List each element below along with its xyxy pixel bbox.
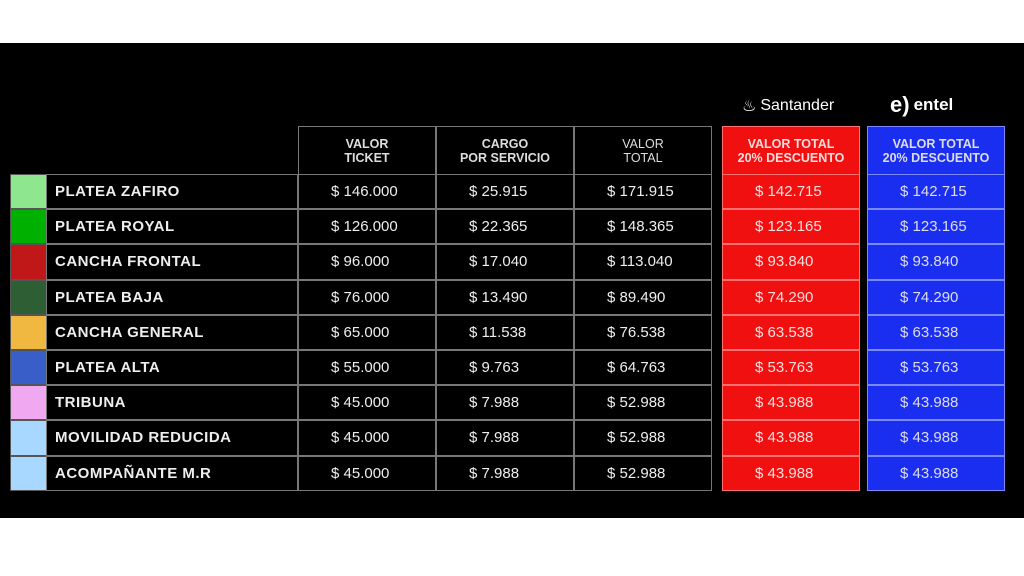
cell-santander [722, 420, 860, 455]
cell-ticket [298, 209, 436, 244]
cell-santander-text: $ 74.290 [755, 288, 814, 306]
zone-name-text: TRIBUNA [55, 394, 126, 412]
zone-color-swatch [10, 280, 47, 315]
cell-cargo [436, 280, 574, 315]
cell-entel [867, 315, 1005, 350]
cell-total [574, 315, 712, 350]
cell-entel [867, 174, 1005, 209]
header-cargo [436, 126, 574, 175]
cell-cargo-text: $ 17.040 [469, 253, 528, 271]
cell-cargo-text: $ 11.538 [469, 323, 527, 341]
cell-cargo-text: $ 9.763 [469, 359, 520, 377]
zone-name-text: CANCHA FRONTAL [55, 253, 202, 271]
cell-entel [867, 456, 1005, 491]
cell-cargo-text: $ 22.365 [469, 218, 528, 236]
zone-name-text: MOVILIDAD REDUCIDA [55, 429, 232, 447]
cell-entel-text: $ 93.840 [900, 253, 959, 271]
cell-entel-text: $ 43.988 [900, 429, 959, 447]
cell-cargo-text: $ 13.490 [469, 288, 528, 306]
cell-santander-text: $ 43.988 [755, 429, 814, 447]
cell-ticket [298, 385, 436, 420]
zone-name-text: CANCHA GENERAL [55, 323, 204, 341]
cell-ticket-text: $ 45.000 [331, 429, 390, 447]
cell-total [574, 456, 712, 491]
flame-icon: ♨ [742, 98, 757, 115]
cell-santander [722, 209, 860, 244]
zone-name [46, 280, 298, 315]
cell-santander [722, 315, 860, 350]
cell-total [574, 244, 712, 279]
cell-cargo-text: $ 7.988 [469, 464, 520, 482]
cell-entel-text: $ 43.988 [900, 464, 959, 482]
zone-name-text: PLATEA ZAFIRO [55, 183, 180, 201]
zone-name [46, 420, 298, 455]
zone-name-text: PLATEA ALTA [55, 359, 161, 377]
cell-entel-text: $ 63.538 [900, 323, 959, 341]
cell-cargo [436, 456, 574, 491]
cell-ticket-text: $ 126.000 [331, 218, 398, 236]
header-entel-text: VALOR TOTAL 20% DESCUENTO [882, 136, 990, 165]
cell-ticket [298, 420, 436, 455]
zone-name-text: ACOMPAÑANTE M.R [55, 464, 212, 482]
cell-total [574, 350, 712, 385]
cell-santander-text: $ 63.538 [755, 323, 814, 341]
cell-ticket-text: $ 96.000 [331, 253, 390, 271]
header-santander [722, 126, 860, 175]
zone-name [46, 209, 298, 244]
cell-cargo [436, 174, 574, 209]
cell-entel [867, 209, 1005, 244]
zone-name-text: PLATEA ROYAL [55, 218, 175, 236]
cell-entel [867, 420, 1005, 455]
cell-total-text: $ 76.538 [607, 323, 666, 341]
cell-entel-text: $ 142.715 [900, 183, 967, 201]
header-ticket [298, 126, 436, 175]
cell-santander-text: $ 43.988 [755, 464, 814, 482]
santander-logo-text: Santander [760, 97, 835, 114]
zone-color-swatch [10, 315, 47, 350]
cell-total [574, 385, 712, 420]
header-total [574, 126, 712, 175]
cell-total [574, 174, 712, 209]
cell-ticket [298, 174, 436, 209]
cell-santander-text: $ 123.165 [755, 218, 822, 236]
cell-total-text: $ 52.988 [607, 394, 666, 412]
cell-ticket-text: $ 45.000 [331, 394, 390, 412]
cell-cargo [436, 244, 574, 279]
cell-entel [867, 350, 1005, 385]
zone-color-swatch [10, 209, 47, 244]
cell-cargo [436, 315, 574, 350]
cell-ticket [298, 244, 436, 279]
cell-santander [722, 244, 860, 279]
cell-ticket [298, 280, 436, 315]
zone-name [46, 456, 298, 491]
cell-total-text: $ 148.365 [607, 218, 674, 236]
cell-ticket-text: $ 55.000 [331, 359, 390, 377]
cell-total-text: $ 171.915 [607, 183, 674, 201]
entel-logo-text: entel [913, 95, 954, 114]
cell-cargo [436, 420, 574, 455]
cell-cargo [436, 350, 574, 385]
cell-santander [722, 280, 860, 315]
header-santander-text: VALOR TOTAL 20% DESCUENTO [737, 136, 845, 165]
zone-name [46, 350, 298, 385]
cell-entel [867, 244, 1005, 279]
cell-ticket-text: $ 146.000 [331, 183, 398, 201]
cell-ticket [298, 350, 436, 385]
cell-total [574, 209, 712, 244]
cell-total-text: $ 52.988 [607, 429, 666, 447]
cell-santander [722, 385, 860, 420]
zone-color-swatch [10, 244, 47, 279]
header-entel [867, 126, 1005, 175]
cell-santander [722, 350, 860, 385]
cell-total-text: $ 64.763 [607, 359, 666, 377]
cell-entel-text: $ 43.988 [900, 394, 959, 412]
entel-e-icon: e) [890, 92, 910, 117]
zone-name [46, 315, 298, 350]
zone-name [46, 385, 298, 420]
cell-cargo [436, 385, 574, 420]
cell-santander-text: $ 142.715 [755, 183, 822, 201]
zone-name [46, 174, 298, 209]
cell-cargo-text: $ 25.915 [469, 183, 528, 201]
cell-ticket-text: $ 65.000 [331, 323, 390, 341]
cell-total-text: $ 89.490 [607, 288, 666, 306]
cell-entel-text: $ 74.290 [900, 288, 959, 306]
cell-ticket-text: $ 76.000 [331, 288, 390, 306]
cell-cargo-text: $ 7.988 [469, 394, 520, 412]
cell-ticket-text: $ 45.000 [331, 464, 390, 482]
cell-entel-text: $ 53.763 [900, 359, 959, 377]
cell-cargo [436, 209, 574, 244]
zone-name [46, 244, 298, 279]
cell-santander [722, 456, 860, 491]
cell-ticket [298, 456, 436, 491]
cell-ticket [298, 315, 436, 350]
zone-color-swatch [10, 420, 47, 455]
cell-santander-text: $ 53.763 [755, 359, 814, 377]
cell-total [574, 420, 712, 455]
header-total-text: VALOR TOTAL [622, 136, 664, 165]
cell-cargo-text: $ 7.988 [469, 429, 520, 447]
santander-logo [742, 96, 852, 116]
cell-total-text: $ 52.988 [607, 464, 666, 482]
zone-color-swatch [10, 385, 47, 420]
cell-total-text: $ 113.040 [607, 253, 673, 271]
header-cargo-text: CARGO POR SERVICIO [459, 136, 551, 165]
zone-name-text: PLATEA BAJA [55, 288, 164, 306]
cell-total [574, 280, 712, 315]
zone-color-swatch [10, 174, 47, 209]
price-table-panel [0, 43, 1024, 518]
zone-color-swatch [10, 350, 47, 385]
cell-santander-text: $ 93.840 [755, 253, 814, 271]
cell-entel [867, 385, 1005, 420]
cell-entel-text: $ 123.165 [900, 218, 967, 236]
entel-logo [890, 94, 980, 116]
cell-santander-text: $ 43.988 [755, 394, 814, 412]
cell-entel [867, 280, 1005, 315]
header-ticket-text: VALOR TICKET [344, 136, 390, 165]
cell-santander [722, 174, 860, 209]
zone-color-swatch [10, 456, 47, 491]
